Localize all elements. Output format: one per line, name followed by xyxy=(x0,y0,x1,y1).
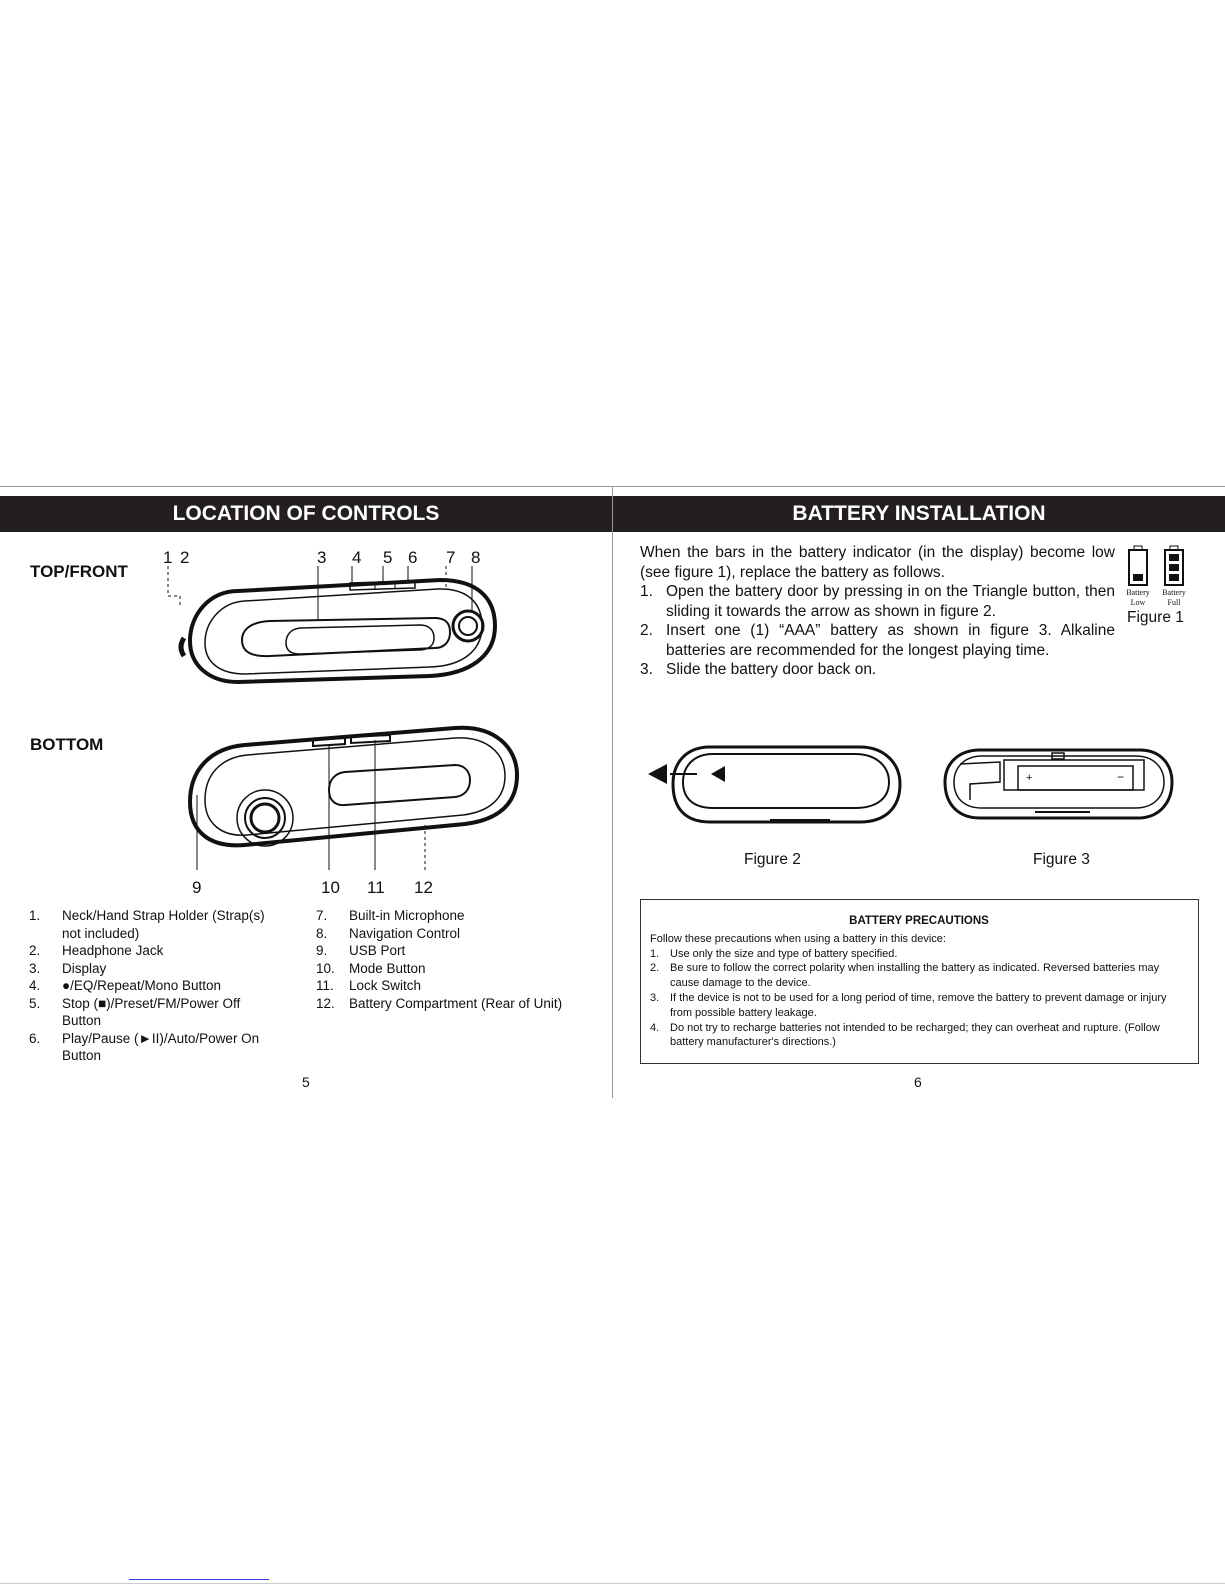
page-number-right: 6 xyxy=(914,1074,922,1090)
instruction-step: 2. Insert one (1) “AAA” battery as shown in figure 3. Alkaline batteries are recommended for the longest playing time. xyxy=(640,622,1115,659)
instructions-intro: When the bars in the battery indicator (in the display) become low (see figure 1), replace the battery as follows. xyxy=(640,544,1115,581)
legend-item: 7. Built-in Microphone xyxy=(316,908,465,923)
legend-item: 12. Battery Compartment (Rear of Unit) xyxy=(316,995,563,1011)
figure-3-illustration xyxy=(940,742,1175,832)
battery-indicator-figure xyxy=(1128,543,1198,591)
instruction-step: 1. Open the battery door by pressing in on the Triangle button, then sliding it towards the arrow as shown in figure 2. xyxy=(640,583,1115,620)
page-divider xyxy=(612,486,613,1098)
bottom-link-underline xyxy=(129,1579,269,1580)
legend-item-cont: Button xyxy=(62,1048,102,1063)
figure-1-caption: Figure 1 xyxy=(1127,609,1184,626)
callout-11: 11 xyxy=(367,878,385,897)
precaution-item: 4. Do not try to recharge batteries not intended to be recharged; they can overheat and rupture. (Follow battery manufacturer's directions.) xyxy=(650,1021,1160,1049)
callout-10: 10 xyxy=(321,878,340,897)
legend-item-cont: Button xyxy=(62,1013,102,1028)
battery-installation-header: BATTERY INSTALLATION xyxy=(613,496,1225,532)
top-front-label: TOP/FRONT xyxy=(30,562,128,581)
battery-low-icon xyxy=(1129,546,1147,585)
location-of-controls-header: LOCATION OF CONTROLS xyxy=(0,496,612,532)
callout-7: 7 xyxy=(446,548,456,567)
battery-full-label: Battery Full xyxy=(1162,588,1186,607)
battery-full-icon xyxy=(1165,546,1183,585)
legend-item: 11. Lock Switch xyxy=(316,978,422,993)
callout-3: 3 xyxy=(317,548,327,567)
precautions-intro: Follow these precautions when using a battery in this device: xyxy=(650,932,946,945)
battery-plus-sign: + xyxy=(1026,772,1033,784)
device-bottom-illustration xyxy=(185,720,525,880)
legend-item-cont: not included) xyxy=(62,925,140,941)
controls-legend-col2 xyxy=(316,907,606,1012)
callout-6: 6 xyxy=(408,548,418,567)
callout-5: 5 xyxy=(383,548,393,567)
legend-item: 5. Stop (■)/Preset/FM/Power Off xyxy=(29,995,241,1011)
legend-item: 3. Display xyxy=(29,960,107,976)
precaution-item: 2. Be sure to follow the correct polarity when installing the battery as indicated. Reversed batteries may cause damage to the device. xyxy=(650,962,1160,990)
callout-12: 12 xyxy=(414,878,433,897)
callout-4: 4 xyxy=(352,548,362,567)
triangle-button-icon xyxy=(711,766,725,782)
bottom-label: BOTTOM xyxy=(30,735,104,754)
battery-precautions-box xyxy=(640,899,1199,1064)
page-number-left: 5 xyxy=(302,1074,310,1090)
precautions-title: BATTERY PRECAUTIONS xyxy=(849,915,989,927)
bottom-rule xyxy=(0,1583,1225,1584)
figure-2-caption: Figure 2 xyxy=(744,851,801,868)
battery-minus-sign: − xyxy=(1117,770,1125,784)
precaution-item: 3. If the device is not to be used for a long period of time, remove the battery to prevent damage or injury from possible battery leakage. xyxy=(650,991,1167,1019)
figure-3-caption: Figure 3 xyxy=(1033,851,1090,868)
legend-item: 1. Neck/Hand Strap Holder (Strap(s) xyxy=(29,908,265,923)
precaution-item: 1. Use only the size and type of battery specified. xyxy=(650,947,898,960)
legend-item: 10. Mode Button xyxy=(316,960,426,976)
legend-item: 4. ●/EQ/Repeat/Mono Button xyxy=(29,978,221,993)
callout-8: 8 xyxy=(471,548,481,567)
callout-2: 2 xyxy=(180,548,190,567)
slide-arrow-icon xyxy=(648,764,667,784)
legend-item: 9. USB Port xyxy=(316,943,406,958)
battery-instructions xyxy=(640,543,1115,680)
callout-9: 9 xyxy=(192,878,202,897)
battery-low-label: Battery Low xyxy=(1126,588,1150,607)
figure-2-illustration xyxy=(645,742,905,832)
device-top-front-illustration xyxy=(150,566,510,686)
instruction-step: 3. Slide the battery door back on. xyxy=(640,661,877,678)
legend-item: 2. Headphone Jack xyxy=(29,943,164,958)
legend-item: 6. Play/Pause (►II)/Auto/Power On xyxy=(29,1030,260,1046)
callout-1: 1 xyxy=(163,548,173,567)
legend-item: 8. Navigation Control xyxy=(316,925,461,941)
controls-legend-col1 xyxy=(29,907,299,1065)
